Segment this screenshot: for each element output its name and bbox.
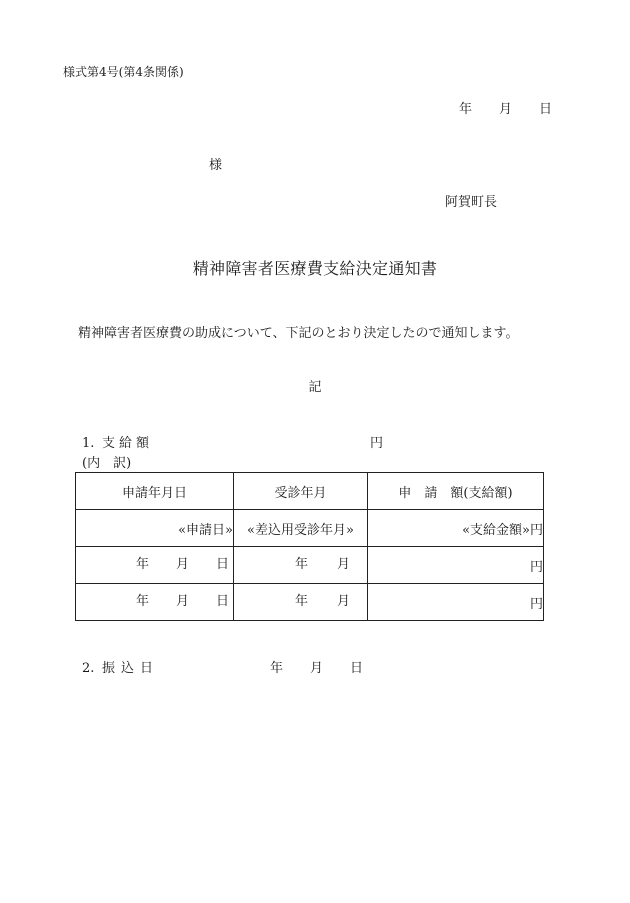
table-row <box>76 584 544 621</box>
section-1-unit: 円 <box>370 436 384 451</box>
table-row <box>76 547 544 584</box>
cell-amount-field: «支給金額»円 <box>368 510 544 547</box>
table-row-merge-fields <box>76 510 544 547</box>
cell-visit-month-field: «差込用受診年月» <box>234 510 368 547</box>
breakdown-label: (内 訳) <box>82 456 132 471</box>
cell-application-date-field: «申請日» <box>76 510 234 547</box>
cell-visit-month: 年 月 <box>234 584 368 621</box>
section-2-year: 年 <box>270 661 284 676</box>
document-title: 精神障害者医療費支給決定通知書 <box>192 259 438 278</box>
issue-date-year: 年 <box>459 102 473 117</box>
cell-application-date: 年 月 日 <box>76 584 234 621</box>
header-amount: 申 請 額(支給額) <box>368 473 544 510</box>
section-2-label: 振込日 <box>102 661 160 676</box>
addressee-suffix: 様 <box>209 158 223 173</box>
table-header-row <box>76 473 544 510</box>
cell-application-date: 年 月 日 <box>76 547 234 584</box>
section-2-number: 2. <box>82 661 95 676</box>
header-visit-month: 受診年月 <box>234 473 368 510</box>
issue-date-day: 日 <box>539 102 553 117</box>
cell-amount: 円 <box>368 584 544 621</box>
body-text: 精神障害者医療費の助成について、下記のとおり決定したので通知します。 <box>78 326 519 341</box>
ki-heading: 記 <box>308 380 322 395</box>
cell-visit-month: 年 月 <box>234 547 368 584</box>
cell-amount: 円 <box>368 547 544 584</box>
breakdown-table <box>75 472 544 621</box>
section-2-month: 月 <box>310 661 324 676</box>
section-1-label: 支給額 <box>102 436 154 451</box>
header-application-date: 申請年月日 <box>76 473 234 510</box>
issue-date-month: 月 <box>499 102 513 117</box>
section-2-day: 日 <box>350 661 364 676</box>
section-1-number: 1. <box>82 436 95 451</box>
issuer-name: 阿賀町長 <box>445 195 498 210</box>
form-number: 様式第4号(第4条関係) <box>63 65 184 79</box>
